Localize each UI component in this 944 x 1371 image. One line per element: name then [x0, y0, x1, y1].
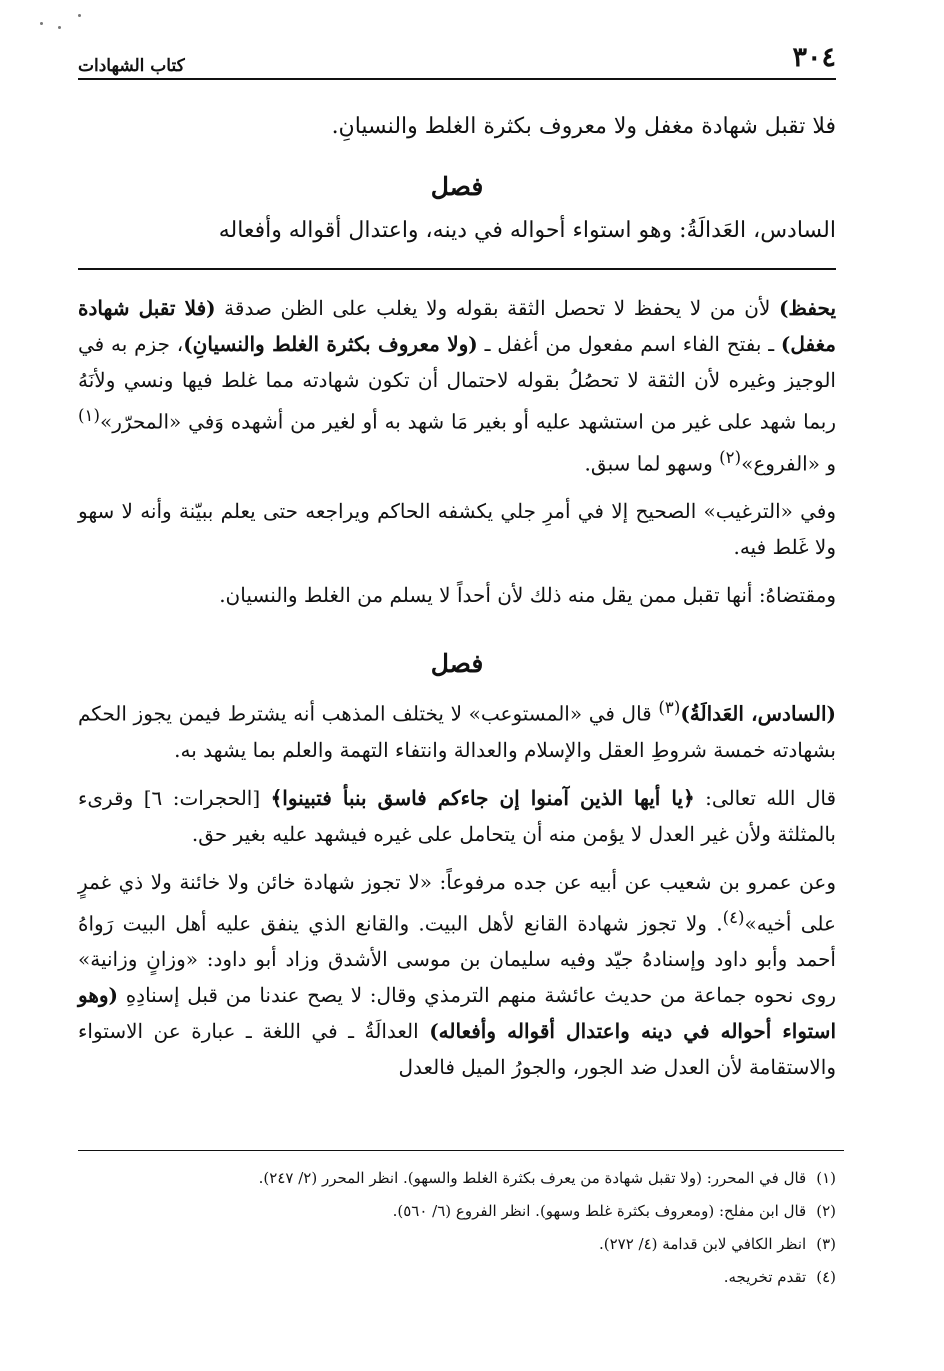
book-title: كتاب الشهادات [78, 56, 185, 76]
quran-verse: ﴿يا أيها الذين آمنوا إن جاءكم فاسق بنبأ فتبينوا﴾ [270, 785, 695, 810]
matn-sharh-divider [78, 268, 836, 270]
footnotes [78, 1162, 836, 1294]
text-run: لأن من لا يحفظ لا تحصل الثقة بقوله ولا يغلب على الظن صدقة [215, 296, 779, 320]
footnote-text: قال ابن مفلح: (ومعروف بكثرة غلط وسهو). انظر الفروع (٦/ ٥٦٠). [392, 1202, 807, 1220]
section-heading: فصل [430, 172, 484, 201]
bold-term: (فلا تقبل شهادة مغفل) [78, 296, 837, 356]
footnote-text: انظر الكافي لابن قدامة (٤/ ٢٧٢). [598, 1235, 807, 1253]
footnote-number: (٤) [816, 1268, 836, 1286]
footnote-number: (٣) [816, 1235, 836, 1253]
commentary-part-1 [78, 290, 836, 625]
footnote-text: قال في المحرر: (ولا تقبل شهادة من يعرف بكثرة الغلط والسهو). انظر المحرر (٢/ ٢٤٧). [258, 1169, 807, 1187]
text-run: وعن عمرو بن شعيب عن أبيه عن جده مرفوعاً: «لا تجوز شهادة خائن ولا خائنة ولا ذي غمرٍ على أخيه» [78, 869, 836, 936]
text-run: قال في «المستوعب» لا يختلف المذهب أنه يشترط فيمن يجوز الحكم بشهادته خمسة شروطِ العقل والإسلام والعدالة وانتفاء التهمة والعلم بما يشهد به. [78, 701, 836, 762]
scan-speck [40, 22, 43, 25]
text-run: ، جزم به في الوجيز وغيره لأن الثقة لا تحصُلُ بقوله لاحتمال أن تكون شهادته مما غلط فيها ونسي ولأنَهُ ربما شهد على غير من استشهد عليه أو بغير مَا شهد به أو لغير من أشهده وَفي «المحرّر» [78, 332, 836, 434]
text-run: و «الفروع» [741, 451, 836, 476]
footnote-item [78, 1162, 836, 1195]
footnote-text: تقدم تخريجه. [723, 1268, 807, 1286]
commentary-paragraph [78, 780, 836, 852]
footnote-item [78, 1195, 836, 1228]
text-run: [الحجرات: ٦] وقرىء بالمثلثة ولأن غير العدل لا يؤمن منه أن يتحامل على غيره فيشهد عليه بغير حق. [78, 785, 836, 846]
running-header [78, 40, 836, 84]
scan-speck [58, 26, 61, 29]
footnote-ref: (٢) [719, 447, 742, 467]
header-rule [78, 78, 836, 80]
matn-line-1: فلا تقبل شهادة مغفل ولا معروف بكثرة الغلط والنسيانِ. [331, 114, 836, 139]
footnote-rule [78, 1150, 844, 1151]
footnote-ref: (١) [78, 406, 100, 425]
commentary-paragraph: ومقتضاهُ: أنها تقبل ممن يقل منه ذلك لأن أحداً لا يسلم من الغلط والنسيان. [219, 583, 836, 608]
text-run: العدالَةُ ـ في اللغة ـ عبارة عن الاستواء والاستقامة لأن العدل ضد الجور، والجورُ الميل فالعدل [78, 1019, 836, 1080]
page-number: ٣٠٤ [792, 42, 836, 73]
footnote-number: (٢) [816, 1202, 836, 1220]
bold-term: (ولا معروف بكثرة الغلط والنسيانِ) [183, 332, 478, 356]
bold-term: (وهو استواء أحواله في دينه واعتدال أقواله وأفعاله) [78, 983, 836, 1044]
commentary-paragraph [78, 290, 836, 481]
commentary-paragraph [78, 864, 836, 1086]
footnote-ref: (٣) [658, 698, 681, 717]
commentary-part-2 [78, 690, 836, 1097]
bold-term: يحفظ) [778, 296, 837, 320]
footnote-item [78, 1228, 836, 1261]
text-run: . ولا تجوز شهادة القانع لأهل البيت. والقانع الذي ينفق عليه أهل البيت رَواهُ أحمد وأبو داود وإسنادهُ جيّد وفيه سليمان بن موسى الأشدق وزاد أبو داود: «وزانٍ وزانية» روى نحوه جماعة من حديث عائشة منهم الترمذي وقال: لا يصح عندنا من قبل إسنادِهِ [78, 911, 836, 1008]
matn-line-2: السادس، العَدالَةُ: وهو استواء أحواله في دينه، واعتدال أقواله وأفعاله [218, 218, 836, 243]
commentary-paragraph [78, 690, 836, 768]
section-heading-2: فصل [430, 649, 484, 678]
text-run: وسهو لما سبق. [584, 451, 720, 476]
footnote-number: (١) [816, 1169, 836, 1187]
footnote-item [78, 1261, 836, 1294]
footnote-ref: (٤) [722, 907, 745, 927]
commentary-paragraph: وفي «الترغيب» الصحيح إلا في أمرِ جلي يكشفه الحاكم ويراجعه حتى يعلم ببيّنة وأنه لا سهو ولا غَلط فيه. [78, 499, 836, 560]
bold-term: (السادس، العَدالَةُ) [680, 701, 837, 726]
scan-speck [78, 14, 81, 17]
text-run: ـ بفتح الفاء اسم مفعول من أغفل ـ [477, 332, 781, 356]
text-run: قال الله تعالى: [694, 785, 837, 810]
